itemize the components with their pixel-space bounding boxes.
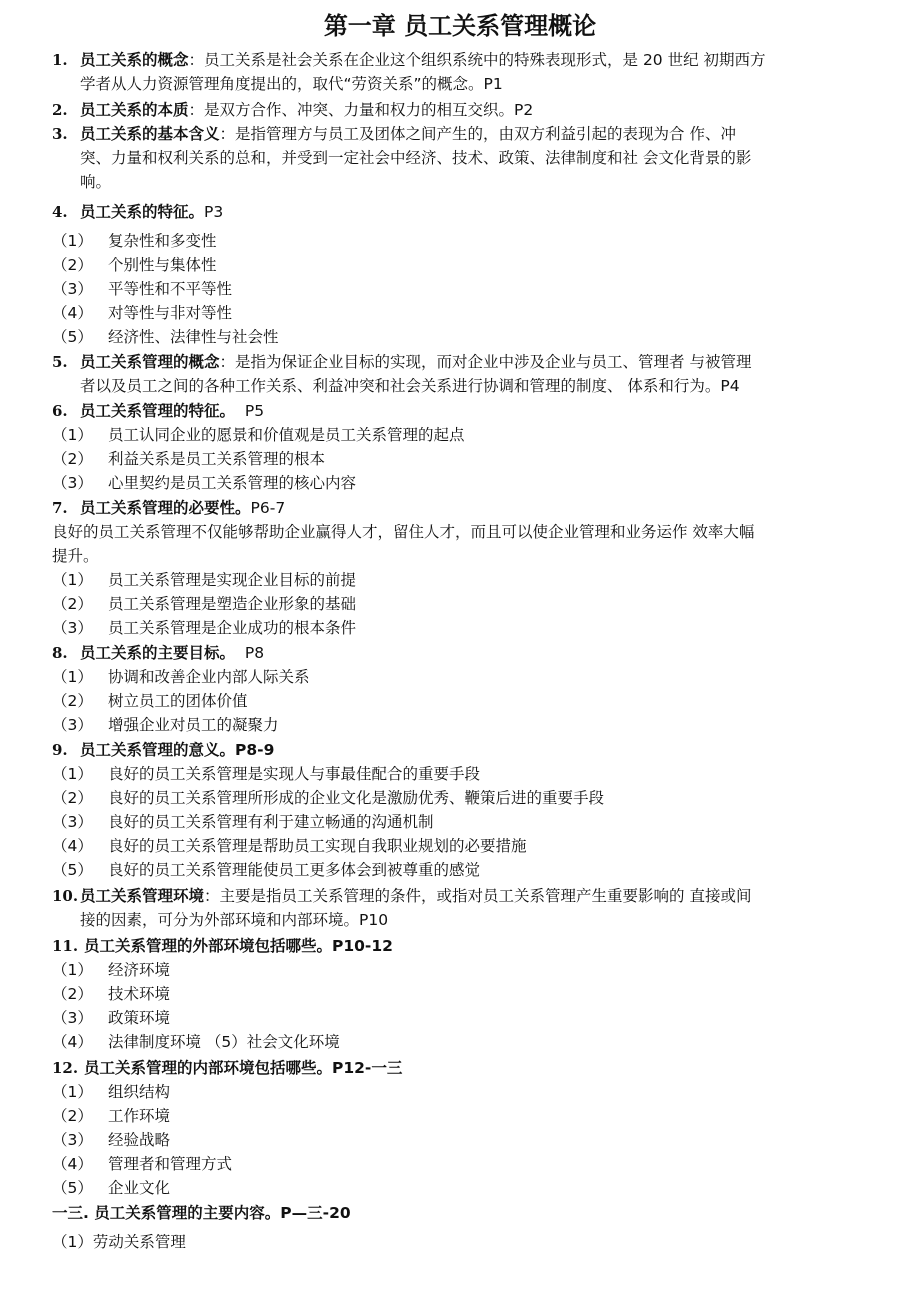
list-item: （4） 法律制度环境 （5）社会文化环境 bbox=[52, 1033, 340, 1051]
list-item: （4） 对等性与非对等性 bbox=[52, 304, 233, 322]
section-heading: 员工关系管理的特征。 bbox=[80, 402, 236, 420]
list-item: （5） 良好的员工关系管理能使员工更多体会到被尊重的感觉 bbox=[52, 861, 481, 879]
page-ref: P6-7 bbox=[250, 499, 286, 517]
section-line bbox=[80, 884, 751, 908]
list-item: （1） 员工关系管理是实现企业目标的前提 bbox=[52, 571, 357, 589]
list-item: （2） 工作环境 bbox=[52, 1107, 171, 1125]
page-ref: P5 bbox=[244, 402, 265, 420]
section-number: 10. bbox=[52, 887, 79, 905]
section-text: ：是双方合作、冲突、力量和权力的相互交织。P2 bbox=[188, 101, 534, 119]
list-item: （2） 树立员工的团体价值 bbox=[52, 692, 248, 710]
section-heading: 员工关系的概念 bbox=[80, 51, 189, 69]
list-item: （1） 良好的员工关系管理是实现人与事最佳配合的重要手段 bbox=[52, 765, 481, 783]
section-heading: 员工关系的主要目标。 bbox=[80, 644, 236, 662]
section-text: 者以及员工之间的各种工作关系、利益冲突和社会关系进行协调和管理的制度、 体系和行为。P4 bbox=[80, 377, 740, 395]
list-item: （4） 管理者和管理方式 bbox=[52, 1155, 233, 1173]
list-item: （3） 心里契约是员工关系管理的核心内容 bbox=[52, 474, 357, 492]
section-number: 6. bbox=[52, 402, 68, 420]
list-item: （2） 利益关系是员工关系管理的根本 bbox=[52, 450, 326, 468]
list-item: （1） 复杂性和多变性 bbox=[52, 232, 217, 250]
section-text: 突、力量和权利关系的总和，并受到一定社会中经济、技术、政策、法律制度和社 会文化背景的影 bbox=[80, 149, 752, 167]
section-heading: 员工关系管理的意义。P8-9 bbox=[80, 741, 275, 759]
paragraph-line: 提升。 bbox=[52, 547, 99, 565]
section-number: 4. bbox=[52, 203, 68, 221]
list-item: （3） 增强企业对员工的凝聚力 bbox=[52, 716, 279, 734]
section-heading: 员工关系管理的外部环境包括哪些。P10-12 bbox=[84, 937, 393, 955]
page-ref: P8 bbox=[244, 644, 265, 662]
chapter-title: 第一章 员工关系管理概论 bbox=[323, 11, 597, 40]
section-line bbox=[80, 399, 264, 423]
list-item: （3） 经验战略 bbox=[52, 1131, 171, 1149]
section-text: ：主要是指员工关系管理的条件，或指对员工关系管理产生重要影响的 直接或间 bbox=[204, 887, 752, 905]
section-heading: 员工关系管理的内部环境包括哪些。P12-一三 bbox=[84, 1059, 403, 1077]
list-item: （1） 协调和改善企业内部人际关系 bbox=[52, 668, 310, 686]
list-item: （2） 个别性与集体性 bbox=[52, 256, 217, 274]
section-number: 1. bbox=[52, 51, 68, 69]
list-item: （2） 技术环境 bbox=[52, 985, 171, 1003]
page-ref: P3 bbox=[204, 203, 224, 221]
section-line bbox=[80, 122, 736, 146]
section-heading: 一三. 员工关系管理的主要内容。P—三-20 bbox=[52, 1204, 351, 1222]
section-line bbox=[80, 350, 751, 374]
section-heading: 员工关系管理的概念 bbox=[80, 353, 220, 371]
section-heading: 员工关系的基本含义 bbox=[80, 125, 220, 143]
list-item: （1） 经济环境 bbox=[52, 961, 171, 979]
section-line bbox=[80, 200, 223, 224]
paragraph-line: 良好的员工关系管理不仅能够帮助企业赢得人才，留住人才，而且可以使企业管理和业务运作 效率大幅 bbox=[52, 523, 755, 541]
section-text: 学者从人力资源管理角度提出的，取代“劳资关系”的概念。P1 bbox=[80, 75, 503, 93]
section-text: ：员工关系是社会关系在企业这个组织系统中的特殊表现形式，是 20 世纪 初期西方 bbox=[188, 51, 766, 69]
section-heading: 员工关系管理环境 bbox=[80, 887, 205, 905]
section-number: 8. bbox=[52, 644, 68, 662]
section-line bbox=[80, 48, 766, 72]
section-number: 12. bbox=[52, 1059, 79, 1077]
section-line bbox=[80, 641, 264, 665]
list-item: （4） 良好的员工关系管理是帮助员工实现自我职业规划的必要措施 bbox=[52, 837, 527, 855]
list-item: （3） 员工关系管理是企业成功的根本条件 bbox=[52, 619, 357, 637]
list-item: （3） 平等性和不平等性 bbox=[52, 280, 233, 298]
section-number: 9. bbox=[52, 741, 68, 759]
section-number: 2. bbox=[52, 101, 68, 119]
section-line bbox=[80, 98, 533, 122]
section-number: 11. bbox=[52, 937, 79, 955]
list-item: （3） 政策环境 bbox=[52, 1009, 171, 1027]
list-item: （1） 组织结构 bbox=[52, 1083, 171, 1101]
section-number: 5. bbox=[52, 353, 68, 371]
section-text: 接的因素，可分为外部环境和内部环境。P10 bbox=[80, 911, 389, 929]
section-text: 响。 bbox=[80, 173, 112, 191]
list-item: （1）劳动关系管理 bbox=[52, 1233, 186, 1251]
section-text: ：是指管理方与员工及团体之间产生的，由双方利益引起的表现为合 作、冲 bbox=[219, 125, 736, 143]
list-item: （3） 良好的员工关系管理有利于建立畅通的沟通机制 bbox=[52, 813, 434, 831]
section-number: 7. bbox=[52, 499, 68, 517]
list-item: （1） 员工认同企业的愿景和价值观是员工关系管理的起点 bbox=[52, 426, 465, 444]
list-item: （5） 经济性、法律性与社会性 bbox=[52, 328, 279, 346]
section-heading: 员工关系管理的必要性。 bbox=[80, 499, 251, 517]
section-number: 3. bbox=[52, 125, 68, 143]
list-item: （5） 企业文化 bbox=[52, 1179, 171, 1197]
section-heading: 员工关系的本质 bbox=[80, 101, 189, 119]
section-text: ：是指为保证企业目标的实现，而对企业中涉及企业与员工、管理者 与被管理 bbox=[219, 353, 752, 371]
section-line bbox=[80, 496, 285, 520]
list-item: （2） 良好的员工关系管理所形成的企业文化是激励优秀、鞭策后进的重要手段 bbox=[52, 789, 605, 807]
list-item: （2） 员工关系管理是塑造企业形象的基础 bbox=[52, 595, 357, 613]
section-heading: 员工关系的特征。 bbox=[80, 203, 205, 221]
